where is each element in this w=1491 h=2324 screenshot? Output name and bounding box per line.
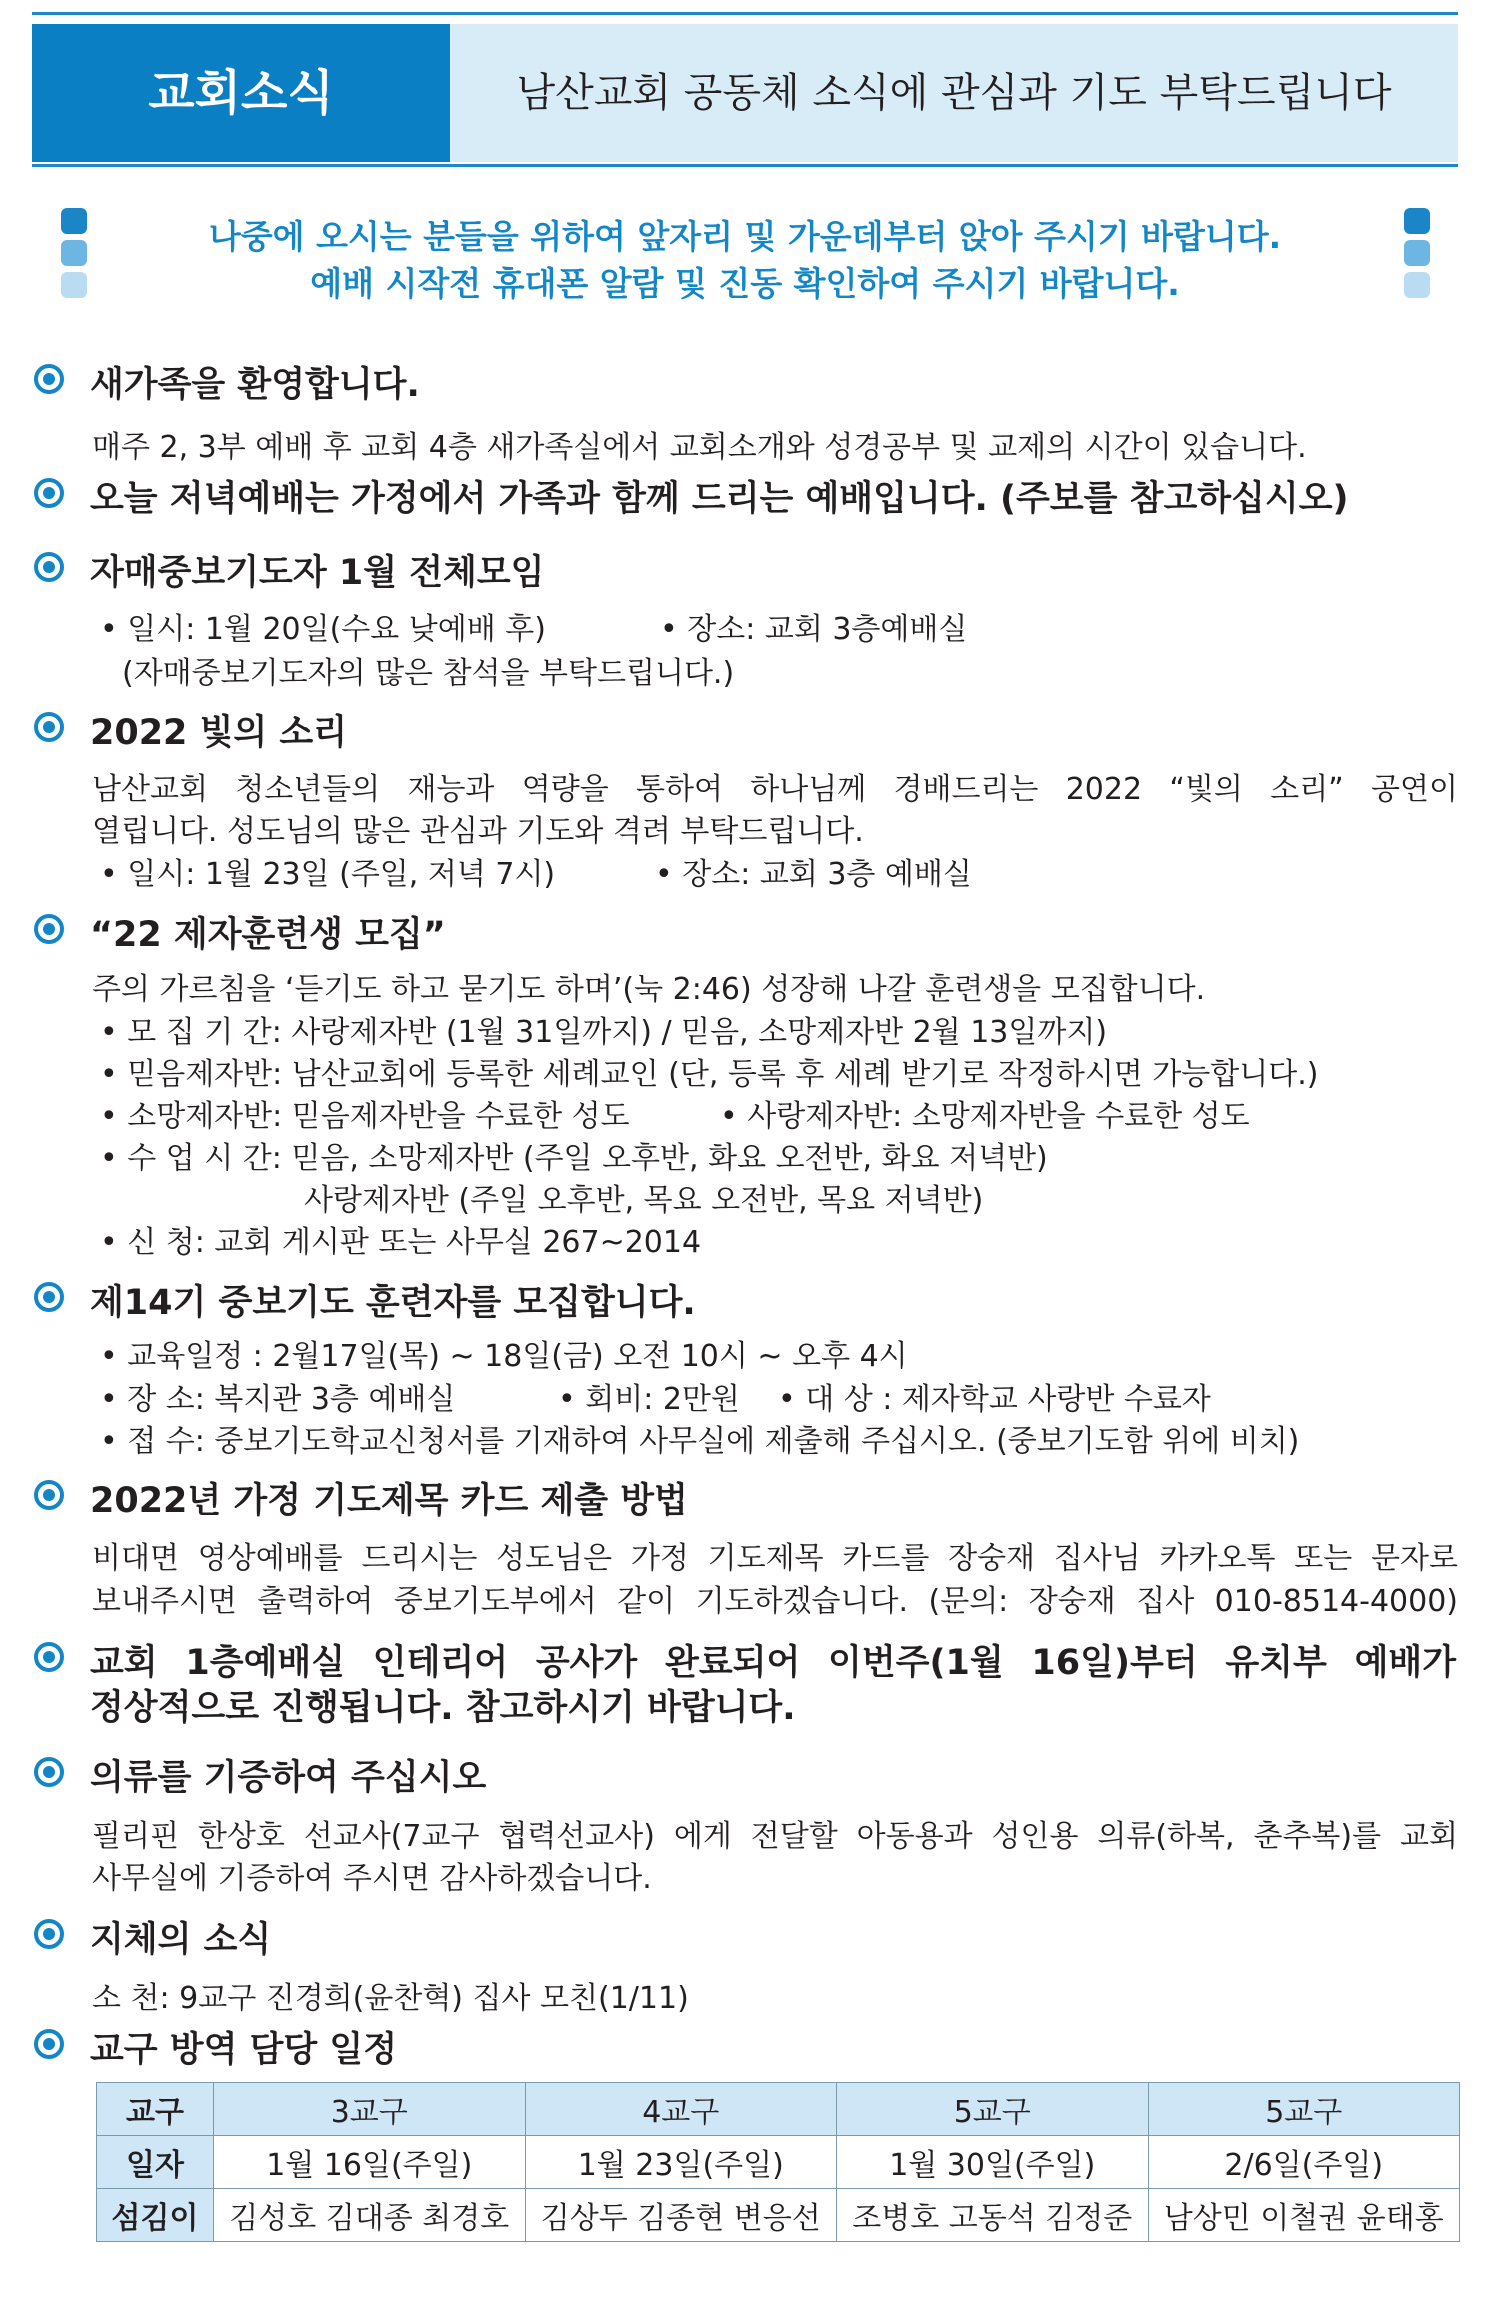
table-row [97,2083,1460,2136]
training-detail: • 교육일정 : 2월17일(목) ~ 18일(금) 오전 10시 ~ 오후 4시 [100,1339,908,1374]
section-bullet-icon [34,914,64,944]
section-body: 열립니다. 성도님의 많은 관심과 기도와 격려 부탁드립니다. [92,814,864,849]
training-detail: • 회비: 2만원 [558,1382,740,1417]
training-detail: • 대 상 : 제자학교 사랑반 수료자 [778,1382,1211,1417]
section-bullet-icon [34,712,64,742]
disciple-detail: 사랑제자반 (주일 오후반, 목요 오전반, 목요 저녁반) [304,1183,984,1218]
section-body: 소 천: 9교구 진경희(윤찬혁) 집사 모친(1/11) [92,1981,689,2016]
section-body: 보내주시면 출력하여 중보기도부에서 같이 기도하겠습니다. (문의: 장숭재 집사 010-8514-4000) [92,1584,1458,1619]
concert-place: • 장소: 교회 3층 예배실 [655,857,972,892]
page-header [32,24,1458,162]
square-icon [1404,208,1430,234]
table-cell: 조병호 고동석 김정준 [837,2189,1149,2242]
table-cell: 섬김이 [97,2189,214,2242]
table-cell: 3교구 [214,2083,526,2136]
section-bullet-icon [34,1757,64,1787]
table-cell: 2/6일(주일) [1148,2136,1460,2189]
concert-date: • 일시: 1월 23일 (주일, 저녁 7시) [100,857,556,892]
square-icon [1404,272,1430,298]
section-body: 매주 2, 3부 예배 후 교회 4층 새가족실에서 교회소개와 성경공부 및 교제의 시간이 있습니다. [92,430,1307,465]
section-bullet-icon [34,1919,64,1949]
section-title: 2022 빛의 소리 [90,713,348,753]
header-bottom-rule [32,164,1458,167]
section-body: 비대면 영상예배를 드리시는 성도님은 가정 기도제목 카드를 장숭재 집사님 카카오톡 또는 문자로 [92,1541,1458,1576]
table-row [97,2136,1460,2189]
table-cell: 김상두 김종현 변응선 [525,2189,837,2242]
section-title: 2022년 가정 기도제목 카드 제출 방법 [90,1481,688,1521]
disciple-detail: • 사랑제자반: 소망제자반을 수료한 성도 [720,1099,1250,1134]
disciple-detail: • 소망제자반: 믿음제자반을 수료한 성도 [100,1099,630,1134]
training-detail: • 장 소: 복지관 3층 예배실 [100,1382,456,1417]
schedule-table [96,2082,1460,2242]
notice-line: 나중에 오시는 분들을 위하여 앞자리 및 가운데부터 앉아 주시기 바랍니다. [208,217,1282,256]
section-title: 교회 1층예배실 인테리어 공사가 완료되어 이번주(1월 16일)부터 유치부 예배가 [90,1643,1456,1683]
section-title: 새가족을 환영합니다. [90,365,420,405]
section-bullet-icon [34,364,64,394]
square-icon [61,272,87,298]
section-title: 오늘 저녁예배는 가정에서 가족과 함께 드리는 예배입니다. (주보를 참고하십시오) [90,479,1349,519]
section-title: “22 제자훈련생 모집” [90,915,446,955]
section-title: 제14기 중보기도 훈련자를 모집합니다. [90,1283,696,1323]
table-cell: 4교구 [525,2083,837,2136]
section-bullet-icon [34,1480,64,1510]
section-bullet-icon [34,2029,64,2059]
meeting-note: (자매중보기도자의 많은 참석을 부탁드립니다.) [122,656,735,691]
disciple-detail: • 모 집 기 간: 사랑제자반 (1월 31일까지) / 믿음, 소망제자반 2월 13일까지) [100,1015,1108,1050]
table-cell: 일자 [97,2136,214,2189]
section-bullet-icon [34,1282,64,1312]
section-title: 의류를 기증하여 주십시오 [90,1758,487,1798]
header-top-rule [32,12,1458,15]
section-body: 남산교회 청소년들의 재능과 역량을 통하여 하나님께 경배드리는 2022 “빛의 소리” 공연이 [92,772,1458,807]
table-cell: 남상민 이철권 윤태홍 [1148,2189,1460,2242]
disciple-detail: • 수 업 시 간: 믿음, 소망제자반 (주일 오후반, 화요 오전반, 화요 저녁반) [100,1141,1048,1176]
page-title: 교회소식 [148,65,334,121]
table-row [97,2189,1460,2242]
section-body: 사무실에 기증하여 주시면 감사하겠습니다. [92,1861,652,1896]
meeting-date: • 일시: 1월 20일(수요 낮예배 후) [100,612,546,647]
table-cell: 김성호 김대종 최경호 [214,2189,526,2242]
table-cell: 1월 30일(주일) [837,2136,1149,2189]
section-title: 자매중보기도자 1월 전체모임 [90,553,545,593]
disciple-detail: • 믿음제자반: 남산교회에 등록한 세례교인 (단, 등록 후 세례 받기로 작정하시면 가능합니다.) [100,1057,1319,1092]
disciple-detail: • 신 청: 교회 게시판 또는 사무실 267~2014 [100,1225,702,1260]
section-bullet-icon [34,1642,64,1672]
section-title: 교구 방역 담당 일정 [90,2030,398,2070]
section-body: 필리핀 한상호 선교사(7교구 협력선교사) 에게 전달할 아동용과 성인용 의류(하복, 춘추복)를 교회 [92,1819,1458,1854]
section-bullet-icon [34,552,64,582]
meeting-place: • 장소: 교회 3층예배실 [660,612,968,647]
table-cell: 1월 23일(주일) [525,2136,837,2189]
square-icon [61,240,87,266]
square-icon [1404,240,1430,266]
section-body: 주의 가르침을 ‘듣기도 하고 묻기도 하며’(눅 2:46) 성장해 나갈 훈련생을 모집합니다. [92,972,1206,1007]
section-title: 정상적으로 진행됩니다. 참고하시기 바랍니다. [90,1688,796,1728]
notice-line: 예배 시작전 휴대폰 알람 및 진동 확인하여 주시기 바랍니다. [310,264,1180,303]
table-cell: 1월 16일(주일) [214,2136,526,2189]
section-title: 지체의 소식 [90,1920,272,1960]
page-subtitle: 남산교회 공동체 소식에 관심과 기도 부탁드립니다 [516,70,1392,116]
section-bullet-icon [34,478,64,508]
training-detail: • 접 수: 중보기도학교신청서를 기재하여 사무실에 제출해 주십시오. (중보기도함 위에 비치) [100,1424,1300,1459]
table-cell: 교구 [97,2083,214,2136]
table-cell: 5교구 [837,2083,1149,2136]
square-icon [61,208,87,234]
table-cell: 5교구 [1148,2083,1460,2136]
